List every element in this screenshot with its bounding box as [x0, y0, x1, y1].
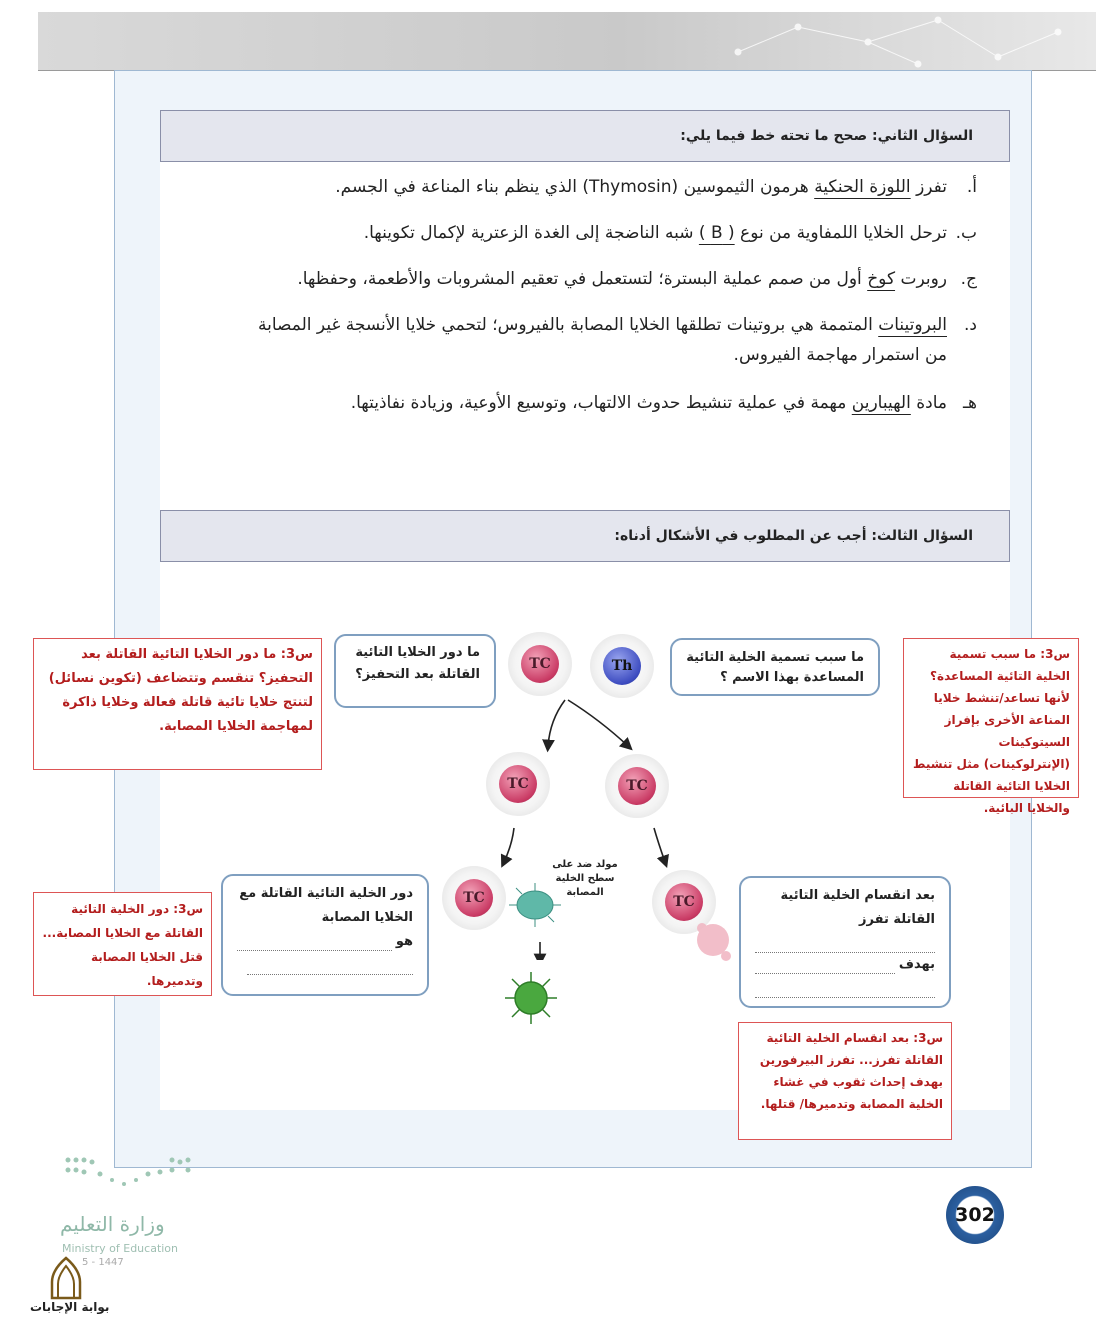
debris-icon: [688, 910, 738, 970]
antigen-label: مولد ضد على سطح الخلية المصابة: [552, 859, 618, 898]
q2-item-d: د.البروتينات المتممة هي بروتينات تطلقها الخلايا المصابة بالفيروس؛ لتحمي خلايا الأنسجة غير المصابة من استمرار مهاجمة الفيروس.: [177, 310, 977, 370]
tc-cell-right: TC: [605, 754, 669, 818]
tc-cell-top: TC: [508, 632, 572, 696]
tc-cell-divided: TC: [652, 870, 716, 934]
page-number: 302: [955, 1204, 995, 1226]
q2-item-d-line2: من استمرار مهاجمة الفيروس.: [733, 345, 947, 365]
answer-killer-with-infected: س3: دور الخلية التائية القاتلة مع الخلايا المصابة... قتل الخلايا المصابة وتدميرها.: [33, 892, 212, 996]
answer-line[interactable]: [755, 953, 895, 974]
th-cell: Th: [590, 634, 654, 698]
card-after-division: بعد انقسام الخلية التائية القاتلة تفرز بهدف: [739, 876, 951, 1008]
q2-item-b: ب.ترحل الخلايا اللمفاوية من نوع ( B ) شبه الناضجة إلى الغدة الزعترية لإكمال تكوينها.: [363, 223, 977, 243]
site-label: بوابة الإجابات: [30, 1300, 110, 1314]
card-killer-with-infected: دور الخلية التائية القاتلة مع الخلايا المصابة هو: [221, 874, 429, 996]
q2-item-a: أ.تفرز اللوزة الحنكية هرمون الثيموسين (Thymosin) الذي ينظم بناء المناعة في الجسم.: [335, 177, 977, 197]
ministry-logo-icon: [62, 1154, 198, 1198]
answer-line[interactable]: [755, 977, 935, 998]
q3-header: [160, 510, 1010, 562]
ministry-name-ar: وزارة التعليم: [60, 1212, 165, 1236]
q2-item-c: ج.روبرت كوخ أول من صمم عملية البسترة؛ لتستعمل في تعقيم المشروبات والأطعمة، وحفظها.: [297, 269, 977, 289]
top-banner: [38, 12, 1096, 71]
answer-after-division: س3: بعد انقسام الخلية التائية القاتلة تفرز... تفرز البيرفورين بهدف إحداث ثقوب في غشاء الخلية المصابة وتدميرها/ قتلها.: [738, 1022, 952, 1140]
q2-title: السؤال الثاني: صحح ما تحته خط فيما يلي:: [680, 128, 973, 144]
q3-title: السؤال الثالث: أجب عن المطلوب في الأشكال أدناه:: [614, 528, 973, 544]
answer-killer-role: س3: ما دور الخلايا التائية القاتلة بعد التحفيز؟ تنقسم وتتضاعف (تكوين نسائل) لتنتج خلايا تائية قاتلة فعالة وخلايا ذاكرة لمهاجمة الخلايا المصابة.: [33, 638, 322, 770]
page-number-badge: [946, 1186, 1004, 1244]
virus-icon: [498, 968, 564, 1028]
tc-cell-left: TC: [486, 752, 550, 816]
answer-helper-naming: س3: ما سبب تسمية الخلية التائية المساعدة؟ لأنها تساعد/تنشط خلايا المناعة الأخرى بإفراز السيتوكينات (الإنترلوكينات) مثل تنشيط الخلايا التائية القاتلة والخلايا البائية.: [903, 638, 1079, 798]
tc-cell-attack: TC: [442, 866, 506, 930]
answer-line[interactable]: [237, 930, 392, 951]
q2-item-e: هـمادة الهيبارين مهمة في عملية تنشيط حدوث الالتهاب، وتوسيع الأوعية، وزيادة نفاذيتها.: [350, 393, 977, 413]
ministry-name-en: Ministry of Education: [62, 1242, 179, 1255]
site-logo-icon: [46, 1256, 86, 1300]
q2-header: [160, 110, 1010, 162]
card-killer-role: ما دور الخلايا التائية القاتلة بعد التحفيز؟: [334, 634, 496, 708]
answer-line[interactable]: [755, 932, 935, 953]
ministry-year: 5 - 1447: [82, 1257, 124, 1268]
network-decoration-icon: [38, 12, 1096, 70]
card-helper-naming: ما سبب تسمية الخلية التائية المساعدة بهذا الاسم ؟: [670, 638, 880, 696]
answer-line[interactable]: [247, 954, 413, 975]
